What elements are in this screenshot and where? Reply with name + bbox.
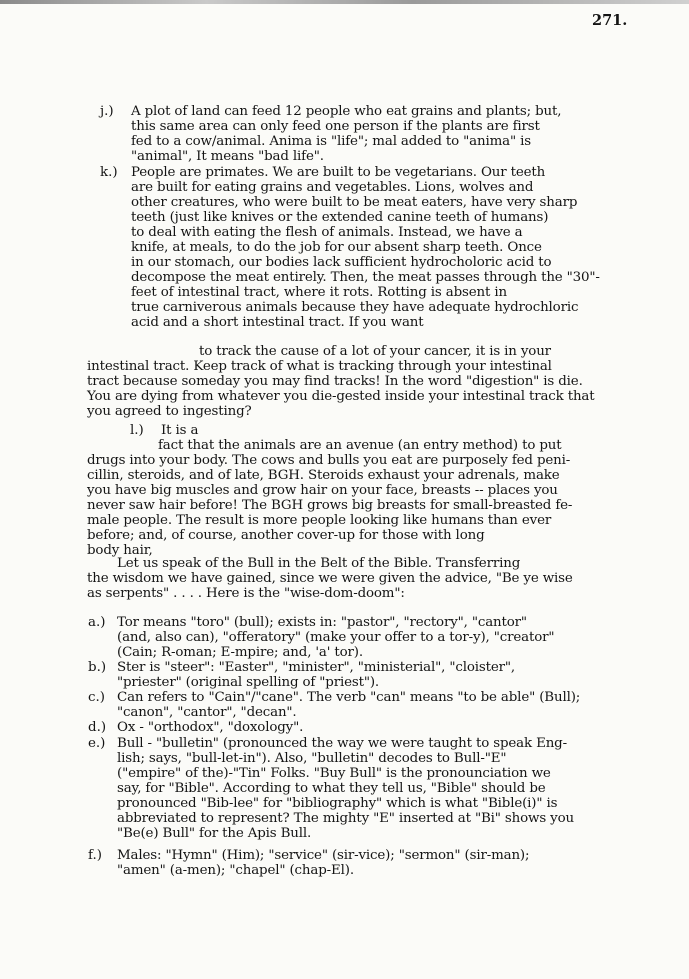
list-b-line: Ster is "steer": "Easter", "minister", "ministerial", "cloister", [117, 660, 515, 675]
item-k-line: in our stomach, our bodies lack sufficient hydrocholoric acid to [131, 255, 552, 270]
item-k-line: knife, at meals, to do the job for our absent sharp teeth. Once [131, 240, 542, 255]
item-l-line: cillin, steroids, and of late, BGH. Steroids exhaust your adrenals, make [87, 468, 560, 483]
item-l-line: never saw hair before! The BGH grows big breasts for small-breasted fe- [87, 498, 573, 513]
item-l-line: male people. The result is more people looking like humans than ever [87, 513, 552, 528]
item-j-line: "animal", It means "bad life". [131, 149, 324, 164]
list-c-line: Can refers to "Cain"/"cane". The verb "can" means "to be able" (Bull); [117, 690, 581, 705]
item-l-line: fact that the animals are an avenue (an entry method) to put [158, 438, 562, 453]
list-b-line: "priester" (original spelling of "priest"). [117, 675, 380, 690]
list-label-c: c.) [88, 690, 105, 705]
item-k-line: People are primates. We are built to be vegetarians. Our teeth [131, 165, 546, 180]
paragraph-line: tract because someday you may find tracks! In the word "digestion" is die. [87, 374, 583, 389]
list-e-line: say, for "Bible". According to what they tell us, "Bible" should be [117, 781, 546, 796]
item-label-l: l.) [130, 423, 144, 438]
list-e-line: lish; says, "bull-let-in"). Also, "bulletin" decodes to Bull-"E" [117, 751, 507, 766]
item-k-line: acid and a short intestinal tract. If you want [131, 315, 424, 330]
list-f-line: "amen" (a-men); "chapel" (chap-El). [117, 863, 354, 878]
item-label-j: j.) [100, 104, 114, 119]
paragraph-line: you agreed to ingesting? [87, 404, 252, 419]
item-k-line: are built for eating grains and vegetables. Lions, wolves and [131, 180, 534, 195]
list-c-line: "canon", "cantor", "decan". [117, 705, 297, 720]
item-j-line: fed to a cow/animal. Anima is "life"; mal added to "anima" is [131, 134, 531, 149]
paragraph-line: the wisdom we have gained, since we were given the advice, "Be ye wise [87, 571, 573, 586]
item-k-line: teeth (just like knives or the extended canine teeth of humans) [131, 210, 549, 225]
list-e-line: abbreviated to represent? The mighty "E" inserted at "Bi" shows you [117, 811, 574, 826]
list-e-line: ("empire" of the)-"Tin" Folks. "Buy Bull" is the pronounciation we [117, 766, 551, 781]
item-k-line: true carniverous animals because they have adequate hydrochloric [131, 300, 579, 315]
list-a-line: Tor means "toro" (bull); exists in: "pastor", "rectory", "cantor" [117, 615, 527, 630]
scan-edge [0, 0, 689, 4]
paragraph-line: to track the cause of a lot of your cancer, it is in your [199, 344, 551, 359]
list-f-line: Males: "Hymn" (Him); "service" (sir-vice); "sermon" (sir-man); [117, 848, 530, 863]
item-label-k: k.) [100, 165, 118, 180]
list-d-line: Ox - "orthodox", "doxology". [117, 720, 304, 735]
paragraph-line: as serpents" . . . . Here is the "wise-dom-doom": [87, 586, 405, 601]
list-label-f: f.) [88, 848, 102, 863]
paragraph-line: Let us speak of the Bull in the Belt of the Bible. Transferring [117, 556, 521, 571]
item-j-line: this same area can only feed one person if the plants are first [131, 119, 540, 134]
item-j-line: A plot of land can feed 12 people who eat grains and plants; but, [131, 104, 562, 119]
list-label-b: b.) [88, 660, 107, 675]
item-l-line: body hair, [87, 543, 153, 558]
list-e-line: pronounced "Bib-lee" for "bibliography" which is what "Bible(i)" is [117, 796, 558, 811]
item-l-line: you have big muscles and grow hair on your face, breasts -- places you [87, 483, 558, 498]
item-k-line: to deal with eating the flesh of animals. Instead, we have a [131, 225, 523, 240]
list-label-d: d.) [88, 720, 107, 735]
item-k-line: other creatures, who were built to be meat eaters, have very sharp [131, 195, 578, 210]
item-l-line: It is a [161, 423, 199, 438]
list-a-line: (Cain; R-oman; E-mpire; and, 'a' tor). [117, 645, 363, 660]
list-e-line: "Be(e) Bull" for the Apis Bull. [117, 826, 312, 841]
list-label-a: a.) [88, 615, 106, 630]
item-k-line: feet of intestinal tract, where it rots. Rotting is absent in [131, 285, 507, 300]
item-k-line: decompose the meat entirely. Then, the meat passes through the "30"- [131, 270, 600, 285]
item-l-line: drugs into your body. The cows and bulls you eat are purposely fed peni- [87, 453, 571, 468]
page-number: 271. [592, 12, 628, 29]
list-e-line: Bull - "bulletin" (pronounced the way we were taught to speak Eng- [117, 736, 567, 751]
list-label-e: e.) [88, 736, 106, 751]
item-l-line: before; and, of course, another cover-up for those with long [87, 528, 485, 543]
paragraph-line: You are dying from whatever you die-gested inside your intestinal track that [87, 389, 595, 404]
list-a-line: (and, also can), "offeratory" (make your offer to a tor-y), "creator" [117, 630, 555, 645]
paragraph-line: intestinal tract. Keep track of what is tracking through your intestinal [87, 359, 552, 374]
